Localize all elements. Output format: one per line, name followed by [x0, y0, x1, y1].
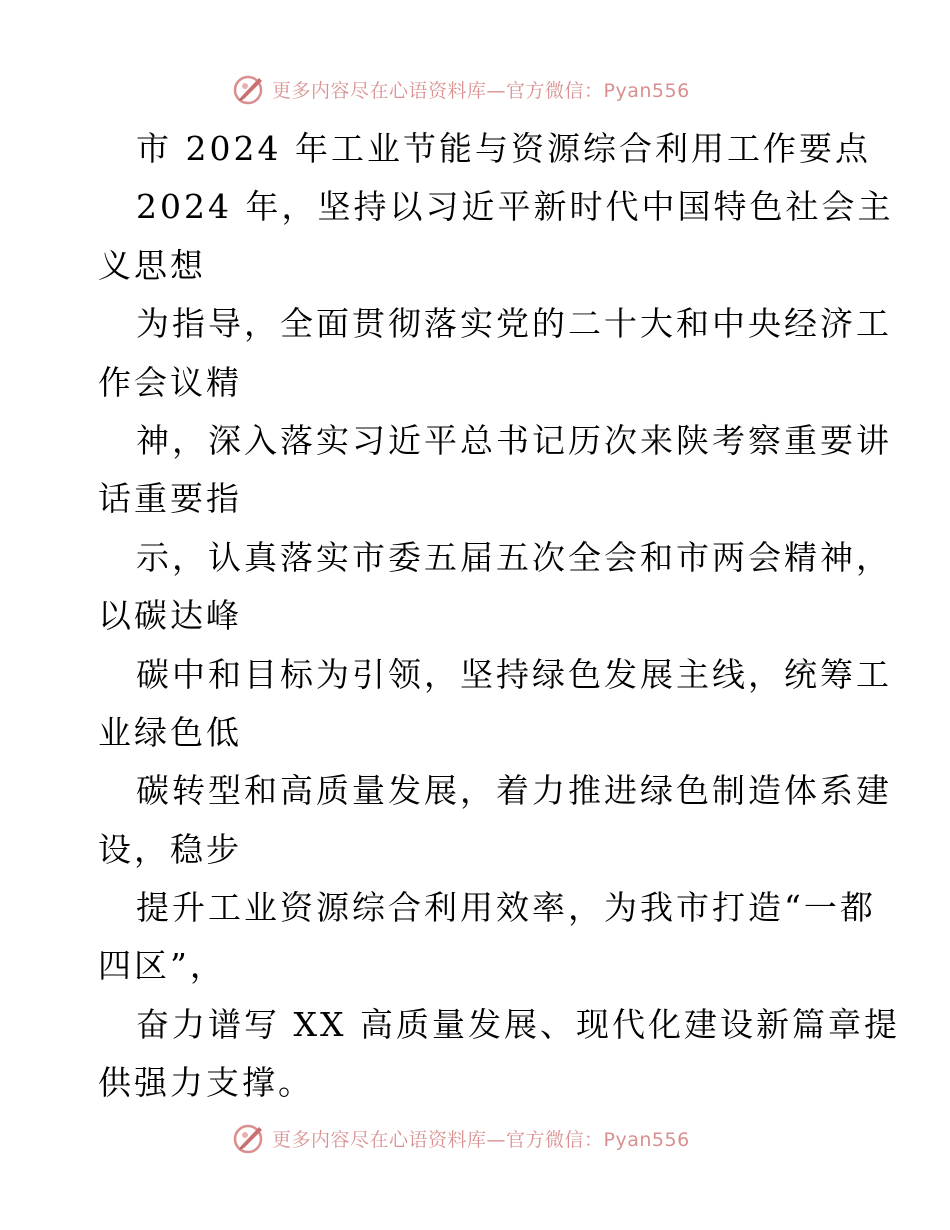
text-line: 供强力支撑。 [98, 1063, 314, 1103]
text-line: 为指导，全面贯彻落实党的二十大和中央经济工 [136, 304, 892, 344]
text-line: 作会议精 [98, 362, 242, 402]
watermark-banner-top [232, 72, 690, 106]
text-line: 提升工业资源综合利用效率，为我市打造“一都 [136, 888, 876, 928]
text-line: 以碳达峰 [98, 596, 242, 636]
text-line: 市 2024 年工业节能与资源综合利用工作要点 [136, 129, 871, 168]
pen-logo-icon [232, 72, 266, 106]
text-line: 神，深入落实习近平总书记历次来陕考察重要讲 [136, 420, 892, 460]
pen-logo-icon [232, 1121, 266, 1155]
text-line: 2024 年，坚持以习近平新时代中国特色社会主 [136, 187, 894, 227]
text-line: 话重要指 [98, 479, 242, 519]
watermark-text: 更多内容尽在心语资料库—官方微信：Pyan556 [272, 1128, 690, 1151]
text-line: 示，认真落实市委五届五次全会和市两会精神， [136, 537, 892, 577]
watermark-text: 更多内容尽在心语资料库—官方微信：Pyan556 [272, 79, 690, 102]
watermark-banner-bottom [232, 1121, 690, 1155]
text-line: 业绿色低 [98, 712, 242, 752]
text-line: 义思想 [98, 245, 206, 285]
text-line: 四区”， [98, 946, 226, 986]
document-body [98, 120, 900, 1113]
text-line: 设，稳步 [98, 829, 242, 869]
text-line: 碳转型和高质量发展，着力推进绿色制造体系建 [136, 771, 892, 811]
text-line: 碳中和目标为引领，坚持绿色发展主线，统筹工 [136, 654, 892, 694]
text-line: 奋力谱写 XX 高质量发展、现代化建设新篇章提 [136, 1004, 900, 1044]
